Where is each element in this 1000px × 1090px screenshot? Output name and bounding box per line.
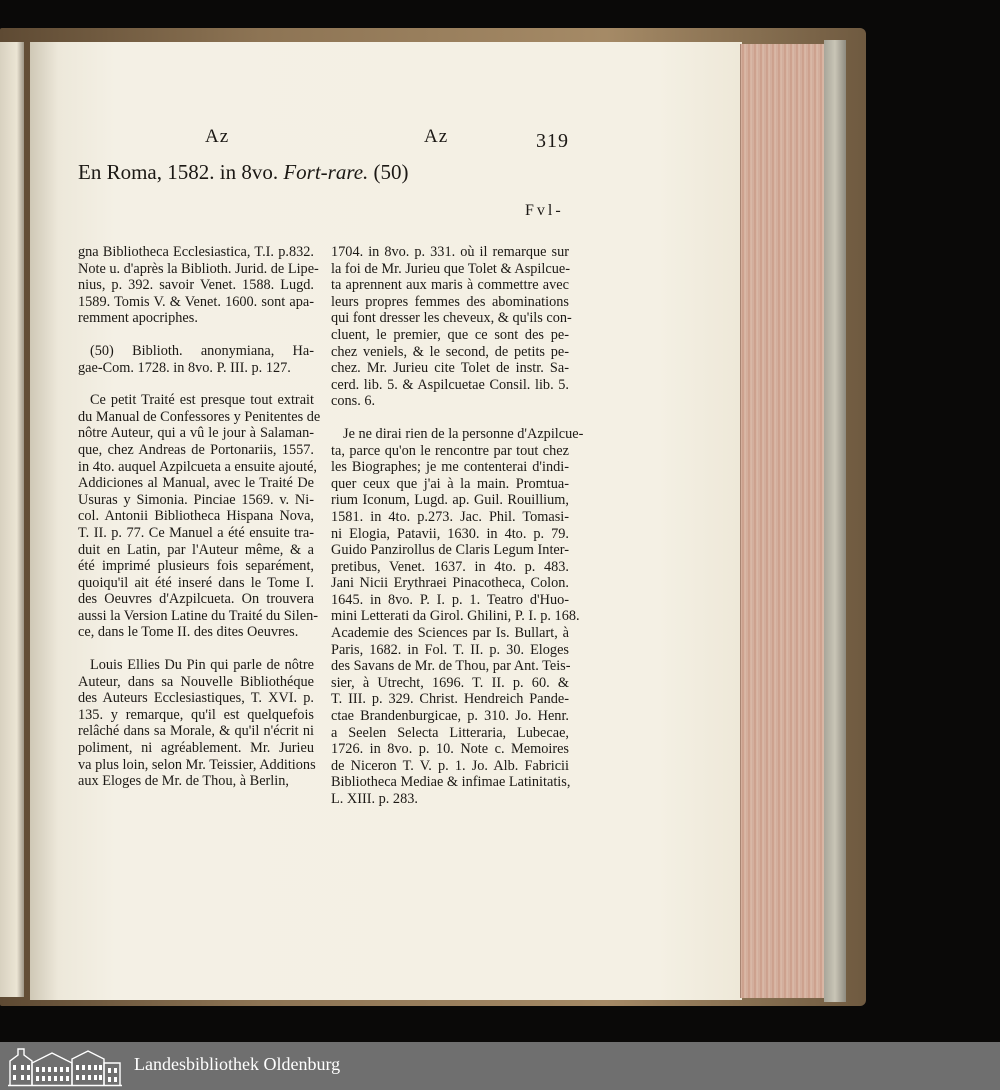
text-line: que, chez Andreas de Portonariis, 1557. (78, 441, 314, 458)
text-line: nôtre Auteur, qui a vû le jour à Salaman- (78, 425, 314, 442)
paragraph-gap (78, 376, 314, 392)
library-building-icon (8, 1045, 122, 1087)
paragraph-gap (78, 641, 314, 657)
text-line: des Savans de Mr. de Thou, par Ant. Teis- (331, 658, 571, 675)
text-line: gna Bibliotheca Ecclesiastica, T.I. p.832. (78, 244, 314, 260)
text-line: ta, parce qu'on le rencontre par tout chez (331, 442, 569, 459)
text-line: leurs propres femmes des abominations (331, 293, 569, 310)
text-line: va plus loin, selon Mr. Teissier, Additions (78, 756, 316, 773)
catchword: Fvl- (525, 202, 564, 219)
text-line: Note u. d'après la Biblioth. Jurid. de Lipe- (78, 260, 319, 277)
paragraph-gap (331, 410, 569, 426)
text-line: 1589. Tomis V. & Venet. 1600. sont apa- (78, 293, 314, 310)
text-line: poliment, ni agréablement. Mr. Jurieu (78, 740, 314, 757)
text-line: chez veniels, & le second, de petits pe- (331, 343, 569, 360)
text-line: remment apocriphes. (78, 310, 198, 327)
text-line: quoiqu'il ait été inseré dans le Tome I. (78, 574, 314, 591)
text-line: L. XIII. p. 283. (331, 791, 418, 807)
text-line: Auteur, dans sa Nouvelle Bibliothéque (78, 673, 314, 690)
text-line: cerd. lib. 5. & Aspilcuetae Consil. lib. 5. (331, 376, 569, 393)
text-line: Guido Panzirollus de Claris Legum Inter- (331, 542, 569, 559)
text-line: duit en Latin, par l'Auteur même, & a (78, 541, 314, 558)
text-line: in 4to. auquel Azpilcueta a ensuite ajouté, (78, 458, 317, 475)
text-line: nius, p. 392. savoir Venet. 1588. Lugd. (78, 277, 314, 294)
text-line: ni Elogia, Patavii, 1630. in 4to. p. 79. (331, 525, 569, 542)
text-line: (50) Biblioth. anonymiana, Ha- (90, 342, 314, 359)
left-column (78, 244, 321, 790)
text-line: cluent, le premier, que ce sont des pe- (331, 326, 569, 343)
running-head-left: Az (205, 126, 230, 147)
title-line (78, 160, 409, 185)
text-line: des Auteurs Ecclesiastiques, T. XVI. p. (78, 690, 314, 707)
title-imprint: En Roma, 1582. in 8vo. (78, 160, 279, 184)
text-line: quer ceux que j'ai à la main. Promtua- (331, 475, 569, 492)
text-line: 1581. in 4to. p.273. Jac. Phil. Tomasi- (331, 508, 569, 525)
text-line: cons. 6. (331, 393, 376, 410)
text-line: gae-Com. 1728. in 8vo. P. III. p. 127. (78, 359, 291, 376)
text-line: ce, dans le Tome II. des dites Oeuvres. (78, 624, 299, 641)
text-line: 135. y remarque, qu'il est quelquefois (78, 706, 314, 723)
text-line: Je ne dirai rien de la personne d'Azpilcue- (343, 425, 584, 442)
page-edges (740, 44, 827, 998)
text-line: Academie des Sciences par Is. Bullart, à (331, 625, 569, 642)
footer-bar (0, 1042, 1000, 1090)
text-line: aux Eloges de Mr. de Thou, à Berlin, (78, 773, 289, 790)
board-edge (824, 40, 846, 1002)
text-line: ctae Brandenburgicae, p. 310. Jo. Henr. (331, 708, 569, 725)
left-page-sliver (0, 42, 24, 997)
text-line: Louis Ellies Du Pin qui parle de nôtre (90, 657, 314, 674)
title-note-ref: (50) (373, 160, 409, 184)
text-line: la foi de Mr. Jurieu que Tolet & Aspilcue- (331, 260, 570, 277)
paragraph (78, 657, 314, 790)
text-line: Addiciones al Manual, avec le Traité De (78, 475, 314, 492)
text-line: col. Antonii Bibliotheca Hispana Nova, (78, 508, 314, 525)
text-line: T. II. p. 77. Ce Manuel a été ensuite tra- (78, 524, 314, 541)
paragraph (78, 392, 321, 641)
text-line: Bibliotheca Mediae & infimae Latinitatis, (331, 774, 571, 791)
text-line: rium Iconum, Lugd. ap. Guil. Rouillium, (331, 492, 569, 509)
text-line: Paris, 1682. in Fol. T. II. p. 30. Eloges (331, 641, 569, 658)
title-rarity: Fort-rare. (283, 160, 369, 184)
right-column (331, 244, 584, 808)
text-line: été imprimé plusieurs fois separément, (78, 558, 314, 575)
text-line: qui font dresser les cheveux, & qu'ils con- (331, 310, 572, 327)
text-line: 1726. in 8vo. p. 10. Note c. Memoires (331, 741, 569, 758)
page-number: 319 (536, 130, 569, 152)
text-line: mini Letterati da Girol. Ghilini, P. I. p. 168. (331, 608, 580, 625)
paragraph (78, 343, 314, 376)
text-line: sier, à Utrecht, 1696. T. II. p. 60. & (331, 674, 569, 691)
text-line: des Oeuvres d'Azpilcueta. On trouvera (78, 591, 314, 608)
paragraph (78, 244, 319, 327)
text-line: Jani Nicii Erythraei Pinacotheca, Colon. (331, 575, 569, 592)
paragraph (331, 425, 584, 808)
text-line: a Seelen Selecta Litteraria, Lubecae, (331, 724, 569, 741)
text-line: du Manual de Confessores y Penitentes de (78, 408, 321, 425)
paragraph (331, 244, 572, 410)
text-line: 1645. in 8vo. P. I. p. 1. Teatro d'Huo- (331, 591, 569, 608)
text-line: relâché dans sa Morale, & qu'il n'écrit ni (78, 723, 314, 740)
text-line: T. III. p. 329. Christ. Hendreich Pande- (331, 691, 569, 708)
text-line: de Niceron T. V. p. 1. Jo. Alb. Fabricii (331, 757, 569, 774)
text-line: pretibus, Venet. 1637. in 4to. p. 483. (331, 558, 569, 575)
library-name: Landesbibliothek Oldenburg (134, 1054, 341, 1074)
text-line: ta aprennent aux maris à commettre avec (331, 277, 569, 294)
running-head-right: Az (424, 126, 449, 147)
text-line: Ce petit Traité est presque tout extrait (90, 392, 314, 409)
text-line: aussi la Version Latine du Traité du Silen- (78, 607, 318, 624)
text-line: 1704. in 8vo. p. 331. où il remarque sur (331, 244, 569, 260)
paragraph-gap (78, 327, 314, 343)
text-line: chez. Mr. Jurieu cite Tolet de instr. Sa- (331, 360, 569, 377)
text-line: les Biographes; je me contenterai d'indi- (331, 459, 569, 476)
text-line: Usuras y Simonia. Pinciae 1569. v. Ni- (78, 491, 314, 508)
